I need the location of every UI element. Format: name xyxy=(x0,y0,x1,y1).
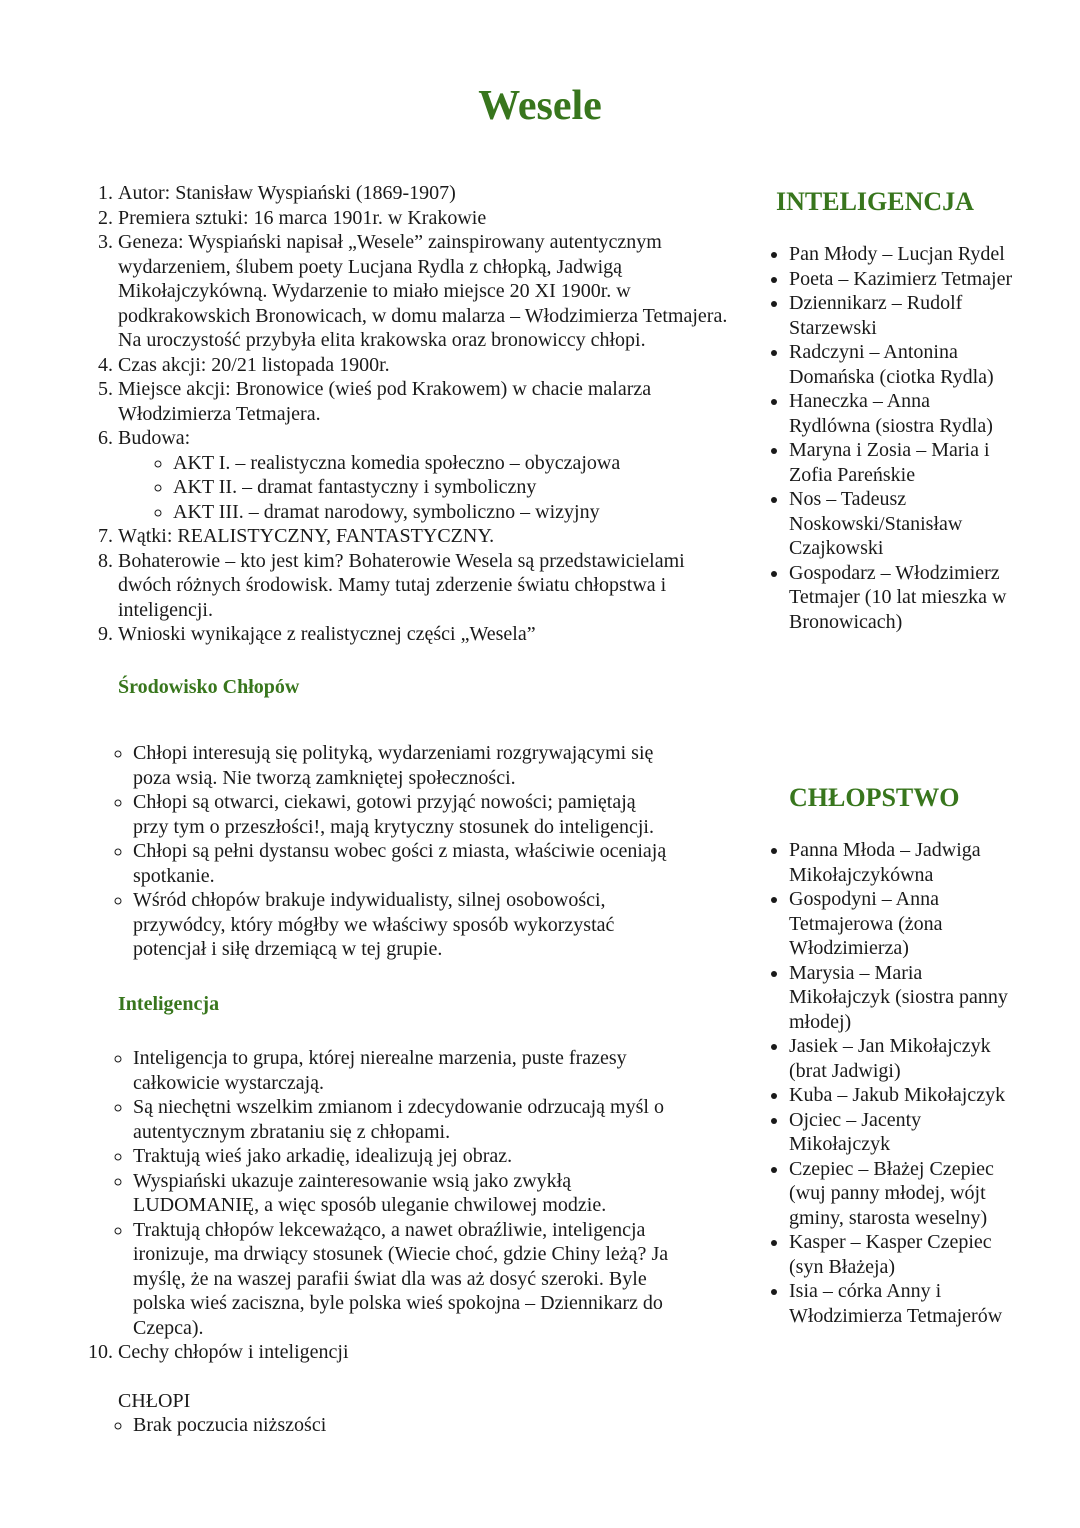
budowa-list xyxy=(118,451,738,525)
list-item: 10. Cechy chłopów i inteligencji xyxy=(118,1340,738,1365)
list-item: ◦ AKT II. – dramat fantastyczny i symboliczny xyxy=(173,475,738,500)
srodowisko-chlopow-list xyxy=(78,741,673,962)
list-item: • Kuba – Jakub Mikołajczyk xyxy=(789,1083,1014,1108)
list-item: • Panna Młoda – Jadwiga Mikołajczykówna xyxy=(789,838,1014,887)
list-item: • Gospodarz – Włodzimierz Tetmajer (10 lat mieszka w Bronowicach) xyxy=(789,561,1014,635)
list-item: • Kasper – Kasper Czepiec (syn Błażeja) xyxy=(789,1230,1014,1279)
list-item: • Haneczka – Anna Rydlówna (siostra Rydla) xyxy=(789,389,1014,438)
list-item: • Dziennikarz – Rudolf Starzewski xyxy=(789,291,1014,340)
main-list xyxy=(78,181,738,647)
chlopi-cechy-list xyxy=(78,1413,738,1438)
list-item: ◦ Inteligencja to grupa, której nierealne marzenia, puste frazesy całkowicie wystarczają. xyxy=(133,1046,698,1095)
list-item: 3. Geneza: Wyspiański napisał „Wesele” zainspirowany autentycznym wydarzeniem, ślubem poety Lucjana Rydla z chłopką, Jadwigą Mikołajczykówną. Wydarzenie to miało miejsce 20 XI 1900r. w podkrakowskich Bronowicach, w domu malarza – Włodzimierza Tetmajera. Na uroczystość przybyła elita krakowska oraz bronowiccy chłopi. xyxy=(118,230,728,353)
wnioski-label: Wnioski wynikające z realistycznej części „Wesela” xyxy=(118,623,536,645)
list-item: ◦ Chłopi są pełni dystansu wobec gości z miasta, właściwie oceniają spotkanie. xyxy=(133,839,673,888)
page-title: Wesele xyxy=(478,83,602,129)
list-item: • Nos – Tadeusz Noskowski/Stanisław Czajkowski xyxy=(789,487,1014,561)
list-item: 4. Czas akcji: 20/21 listopada 1900r. xyxy=(118,353,738,378)
main-list-continued xyxy=(78,1340,738,1365)
main-content xyxy=(78,181,738,1438)
list-item: • Marysia – Maria Mikołajczyk (siostra panny młodej) xyxy=(789,961,1014,1035)
list-item: • Jasiek – Jan Mikołajczyk (brat Jadwigi) xyxy=(789,1034,1014,1083)
list-item: ◦ Brak poczucia niższości xyxy=(133,1413,738,1438)
list-item: ◦ Wśród chłopów brakuje indywidualisty, silnej osobowości, przywódcy, który mógłby we właściwy sposób wykorzystać potencjał i siłę drzemiącą w tej grupie. xyxy=(133,888,673,962)
list-item: ◦ Traktują chłopów lekceważąco, a nawet obraźliwie, inteligencja ironizuje, ma drwiący stosunek (Wiecie choć, gdzie Chiny leżą? Ja myślę, że na waszej parafii świat dla was aż dosyć szeroki. Byle polska wieś zaciszna, byle polska wieś spokojna – Dziennikarz do Czepca). xyxy=(133,1218,698,1341)
sidebar-inteligencja-list xyxy=(764,242,1014,634)
list-item: ◦ Chłopi są otwarci, ciekawi, gotowi przyjąć nowości; pamiętają przy tym o przeszłości!, mają krytyczny stosunek do inteligencji. xyxy=(133,790,673,839)
list-item: ◦ AKT I. – realistyczna komedia społeczno – obyczajowa xyxy=(173,451,738,476)
list-item xyxy=(118,622,738,647)
list-item: • Maryna i Zosia – Maria i Zofia Pareńskie xyxy=(789,438,1014,487)
inteligencja-list xyxy=(78,1046,698,1340)
list-item: ◦ Są niechętni wszelkim zmianom i zdecydowanie odrzucają myśl o autentycznym zbrataniu się z chłopami. xyxy=(133,1095,698,1144)
chlopi-label: CHŁOPI xyxy=(118,1389,191,1412)
list-item: • Radczyni – Antonina Domańska (ciotka Rydla) xyxy=(789,340,1014,389)
sidebar-inteligencja-heading: INTELIGENCJA xyxy=(776,187,974,216)
list-item: • Czepiec – Błażej Czepiec (wuj panny młodej, wójt gminy, starosta weselny) xyxy=(789,1157,1014,1231)
list-item: 1. Autor: Stanisław Wyspiański (1869-1907) xyxy=(118,181,738,206)
list-item: 8. Bohaterowie – kto jest kim? Bohaterowie Wesela są przedstawicielami dwóch różnych środowisk. Mamy tutaj zderzenie światu chłopstwa i inteligencji. xyxy=(118,549,718,623)
sidebar-chlopstwo-heading: CHŁOPSTWO xyxy=(789,783,960,812)
list-item: ◦ Chłopi interesują się polityką, wydarzeniami rozgrywającymi się poza wsią. Nie tworzą zamkniętej społeczności. xyxy=(133,741,673,790)
list-item: 7. Wątki: REALISTYCZNY, FANTASTYCZNY. xyxy=(118,524,738,549)
inteligencja-heading: Inteligencja xyxy=(118,992,220,1015)
srodowisko-chlopow-heading: Środowisko Chłopów xyxy=(118,675,300,698)
list-item: • Isia – córka Anny i Włodzimierza Tetmajerów xyxy=(789,1279,1014,1328)
list-item xyxy=(118,426,738,524)
sidebar-chlopstwo-list xyxy=(764,838,1014,1328)
sidebar-inteligencja xyxy=(764,186,1034,634)
list-item: ◦ Traktują wieś jako arkadię, idealizują jej obraz. xyxy=(133,1144,698,1169)
list-item: 5. Miejsce akcji: Bronowice (wieś pod Krakowem) w chacie malarza Włodzimierza Tetmajera. xyxy=(118,377,708,426)
list-item: • Poeta – Kazimierz Tetmajer xyxy=(789,267,1014,292)
list-item: 2. Premiera sztuki: 16 marca 1901r. w Krakowie xyxy=(118,206,738,231)
list-item: ◦ Wyspiański ukazuje zainteresowanie wsią jako zwykłą LUDOMANIĘ, a więc sposób uleganie chwilowej modzie. xyxy=(133,1169,698,1218)
sidebar-chlopstwo xyxy=(764,782,1034,1328)
budowa-label: Budowa: xyxy=(118,427,191,449)
list-item: ◦ AKT III. – dramat narodowy, symboliczno – wizyjny xyxy=(173,500,738,525)
list-item: • Pan Młody – Lucjan Rydel xyxy=(789,242,1014,267)
list-item: • Ojciec – Jacenty Mikołajczyk xyxy=(789,1108,1014,1157)
list-item: • Gospodyni – Anna Tetmajerowa (żona Włodzimierza) xyxy=(789,887,1014,961)
